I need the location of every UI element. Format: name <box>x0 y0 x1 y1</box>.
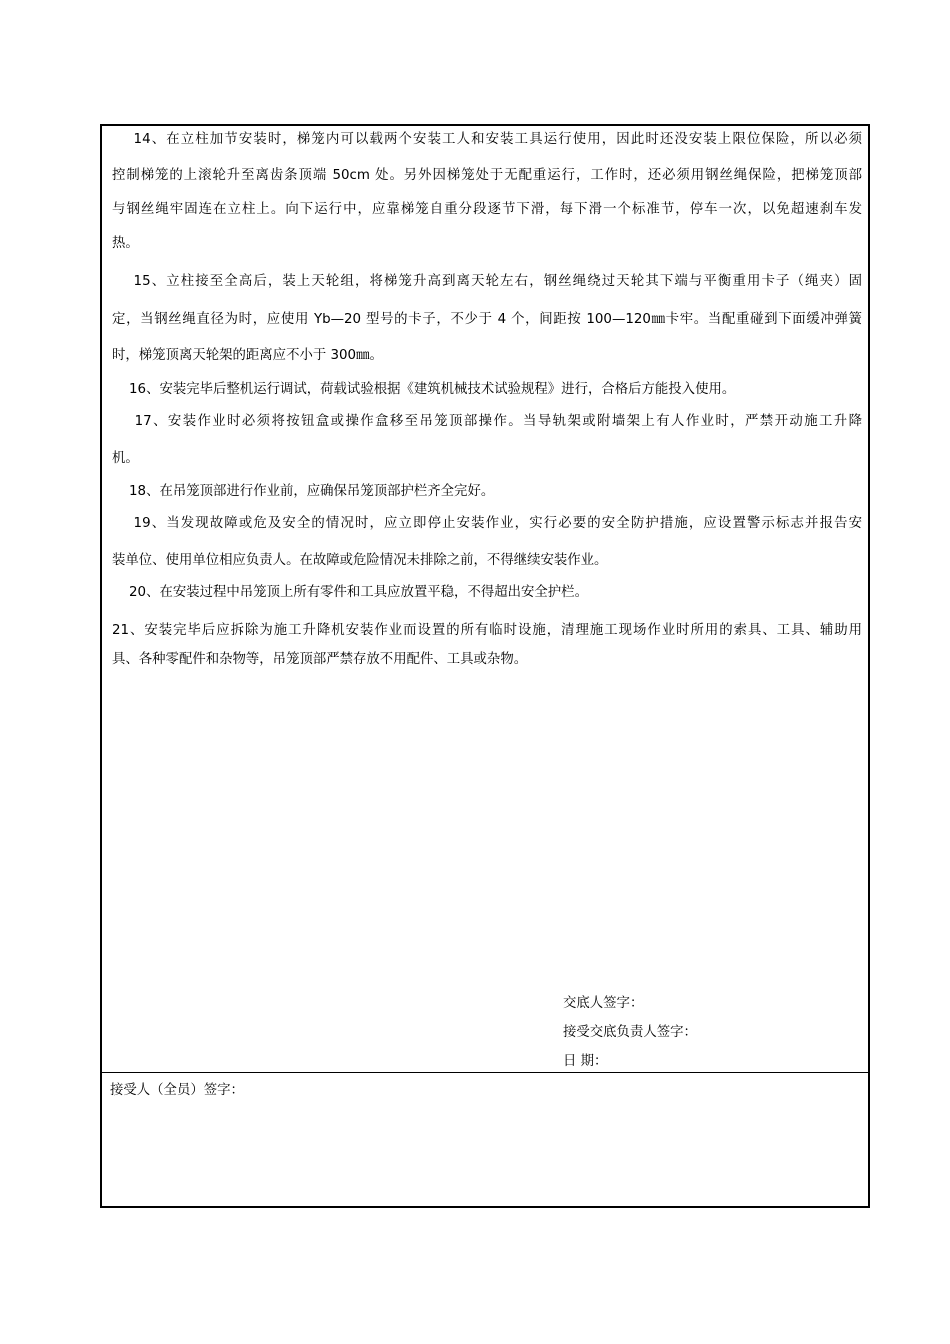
item-19-line-1: 19、当发现故障或危及安全的情况时，应立即停止安装作业，实行必要的安全防护措施，应设置警示标志并报告安 <box>112 516 862 531</box>
item-21-line-2: 具、各种零配件和杂物等，吊笼顶部严禁存放不用配件、工具或杂物。 <box>112 652 528 667</box>
receiver-lead-signature-label: 接受交底负责人签字： <box>563 1025 697 1040</box>
item-14-line-2: 控制梯笼的上滚轮升至离齿条顶端 50cm 处。另外因梯笼处于无配重运行，工作时，还必须用钢丝绳保险，把梯笼顶部 <box>112 168 862 183</box>
item-17-line-1: 17、安装作业时必须将按钮盒或操作盒移至吊笼顶部操作。当导轨架或附墙架上有人作业时，严禁开动施工升降 <box>112 414 862 429</box>
item-14-line-4: 热。 <box>112 236 139 251</box>
briefing-content-cell <box>102 126 868 1073</box>
item-21-line-1: 21、安装完毕后应拆除为施工升降机安装作业而设置的所有临时设施，清理施工现场作业时所用的索具、工具、辅助用 <box>112 623 862 638</box>
briefer-signature-label: 交底人签字： <box>563 996 644 1011</box>
item-15-line-2: 定，当钢丝绳直径为时，应使用 Yb—20 型号的卡子，不少于 4 个，间距按 100—120㎜卡牢。当配重碰到下面缓冲弹簧 <box>112 312 862 327</box>
item-19-line-2: 装单位、使用单位相应负责人。在故障或危险情况未排除之前，不得继续安装作业。 <box>112 553 608 568</box>
date-label: 日 期： <box>563 1054 608 1069</box>
item-16-line-1: 16、安装完毕后整机运行调试，荷载试验根据《建筑机械技术试验规程》进行，合格后方能投入使用。 <box>112 382 736 397</box>
item-17-line-2: 机。 <box>112 451 139 466</box>
item-20-line-1: 20、在安装过程中吊笼顶上所有零件和工具应放置平稳，不得超出安全护栏。 <box>112 585 588 600</box>
item-15-line-1: 15、立柱接至全高后，装上天轮组，将梯笼升高到离天轮左右，钢丝绳绕过天轮其下端与平衡重用卡子（绳夹）固 <box>112 274 862 289</box>
item-15-line-3: 时，梯笼顶离天轮架的距离应不小于 300㎜。 <box>112 348 383 363</box>
item-14-line-1: 14、在立柱加节安装时，梯笼内可以载两个安装工人和安装工具运行使用，因此时还没安装上限位保险，所以必须 <box>112 132 862 147</box>
briefing-form <box>100 124 870 1208</box>
item-14-line-3: 与钢丝绳牢固连在立柱上。向下运行中，应靠梯笼自重分段逐节下滑，每下滑一个标准节，停车一次，以免超速刹车发 <box>112 202 862 217</box>
item-18-line-1: 18、在吊笼顶部进行作业前，应确保吊笼顶部护栏齐全完好。 <box>112 484 495 499</box>
receivers-all-signature-label: 接受人（全员）签字： <box>110 1083 244 1098</box>
